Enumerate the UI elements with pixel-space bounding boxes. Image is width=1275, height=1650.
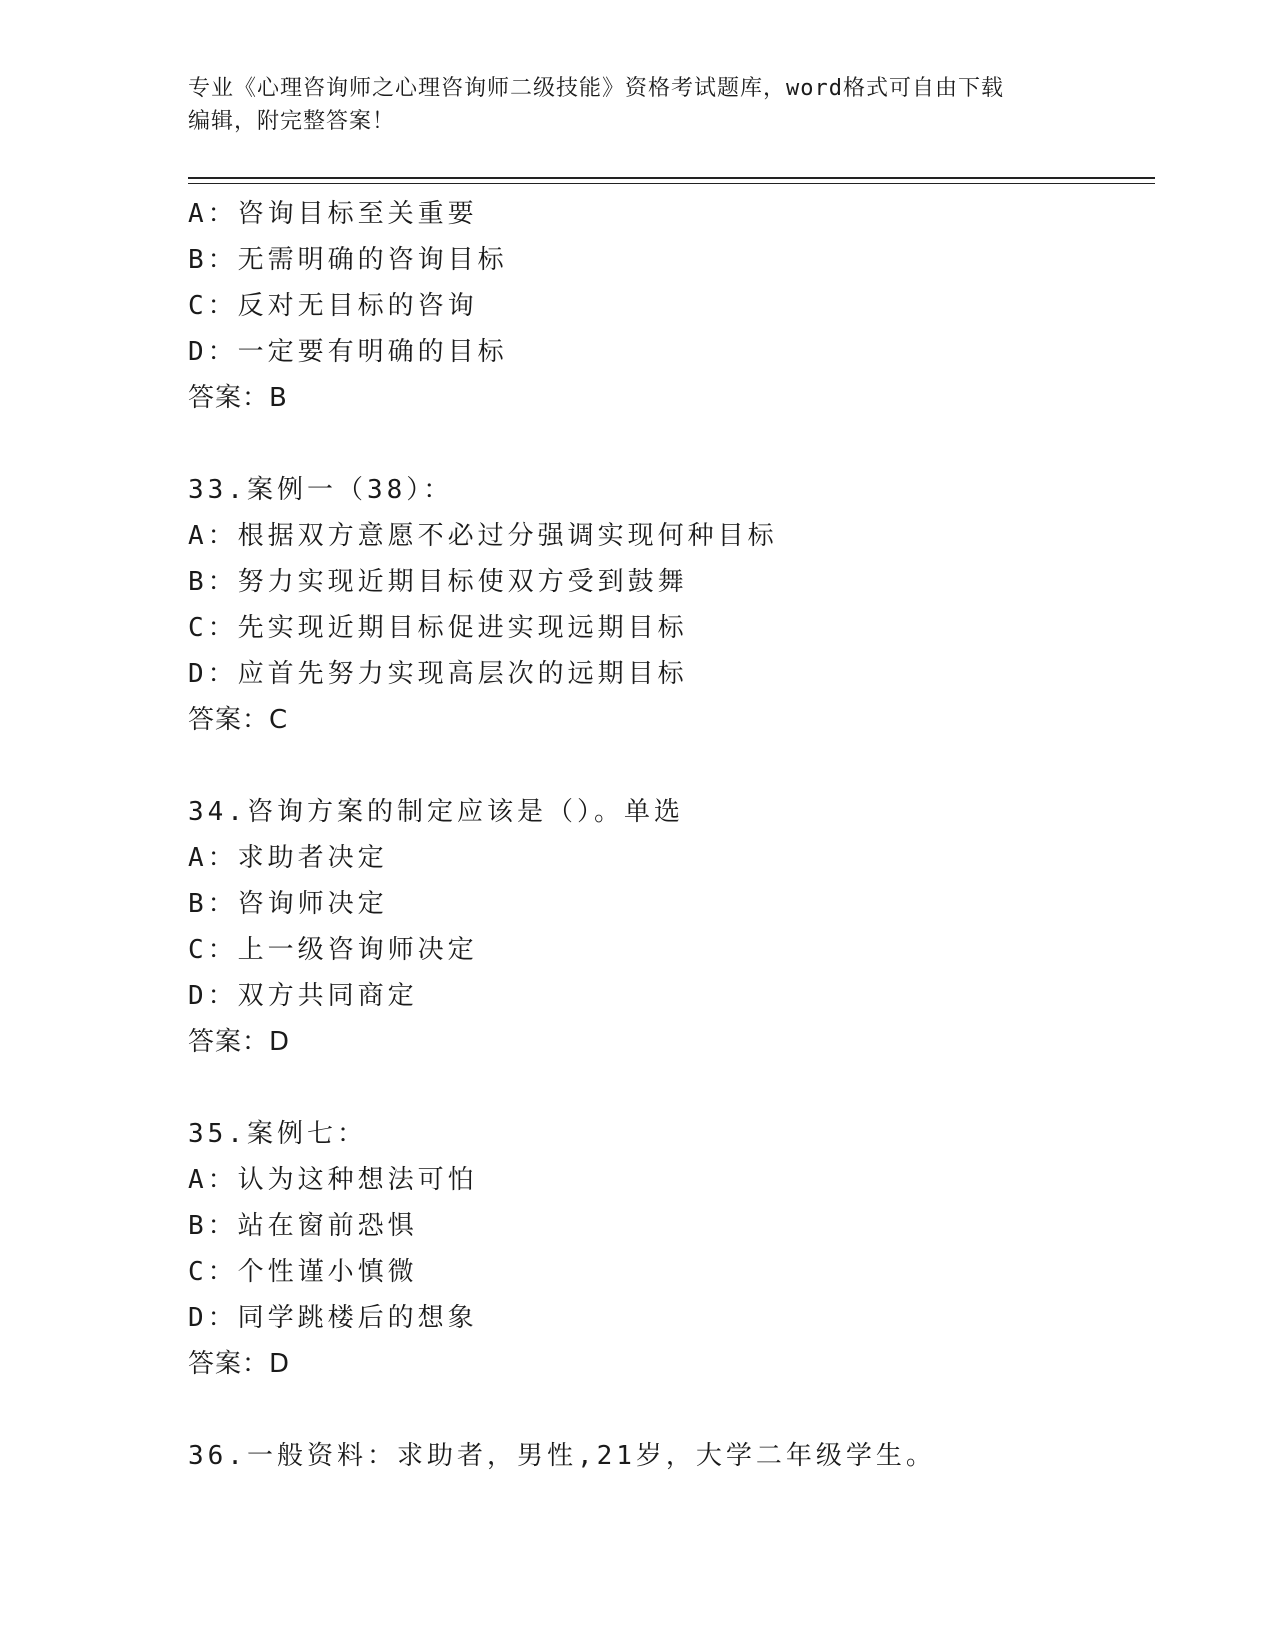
q34-option-b: B：咨询师决定 (188, 889, 388, 919)
document-header (188, 72, 1088, 138)
q33-option-c: C：先实现近期目标促进实现远期目标 (188, 613, 688, 643)
q35-option-d: D：同学跳楼后的想象 (188, 1303, 478, 1333)
spacer (188, 1065, 1148, 1111)
header-rule-thin (188, 183, 1155, 184)
q32-option-d: D：一定要有明确的目标 (188, 337, 508, 367)
q35-answer: 答案：D (188, 1349, 291, 1379)
q35-option-b: B：站在窗前恐惧 (188, 1211, 418, 1241)
q33-option-a: A：根据双方意愿不必过分强调实现何种目标 (188, 521, 778, 551)
header-line-1: 专业《心理咨询师之心理咨询师二级技能》资格考试题库，word格式可自由下载 (188, 76, 1004, 101)
q32-option-b: B：无需明确的咨询目标 (188, 245, 508, 275)
spacer (188, 743, 1148, 789)
spacer (188, 1387, 1148, 1433)
q34-option-a: A：求助者决定 (188, 843, 388, 873)
q34-option-d: D：双方共同商定 (188, 981, 418, 1011)
q32-option-a: A：咨询目标至关重要 (188, 199, 478, 229)
q32-option-c: C：反对无目标的咨询 (188, 291, 478, 321)
question-list (188, 191, 1148, 1479)
q35-option-c: C：个性谨小慎微 (188, 1257, 418, 1287)
q35-option-a: A：认为这种想法可怕 (188, 1165, 478, 1195)
q32-answer: 答案：B (188, 383, 288, 413)
q33-title: 33.案例一（38）： (188, 475, 454, 505)
q33-option-d: D：应首先努力实现高层次的远期目标 (188, 659, 688, 689)
q33-answer: 答案：C (188, 705, 289, 735)
header-rule-thick (188, 177, 1155, 179)
q34-answer: 答案：D (188, 1027, 291, 1057)
q34-option-c: C：上一级咨询师决定 (188, 935, 478, 965)
q36-title: 36.一般资料：求助者，男性,21岁，大学二年级学生。 (188, 1441, 936, 1471)
q35-title: 35.案例七： (188, 1119, 367, 1149)
header-line-2: 编辑，附完整答案！ (188, 109, 396, 134)
spacer (188, 421, 1148, 467)
q34-title: 34.咨询方案的制定应该是（）。单选 (188, 797, 684, 827)
q33-option-b: B：努力实现近期目标使双方受到鼓舞 (188, 567, 688, 597)
